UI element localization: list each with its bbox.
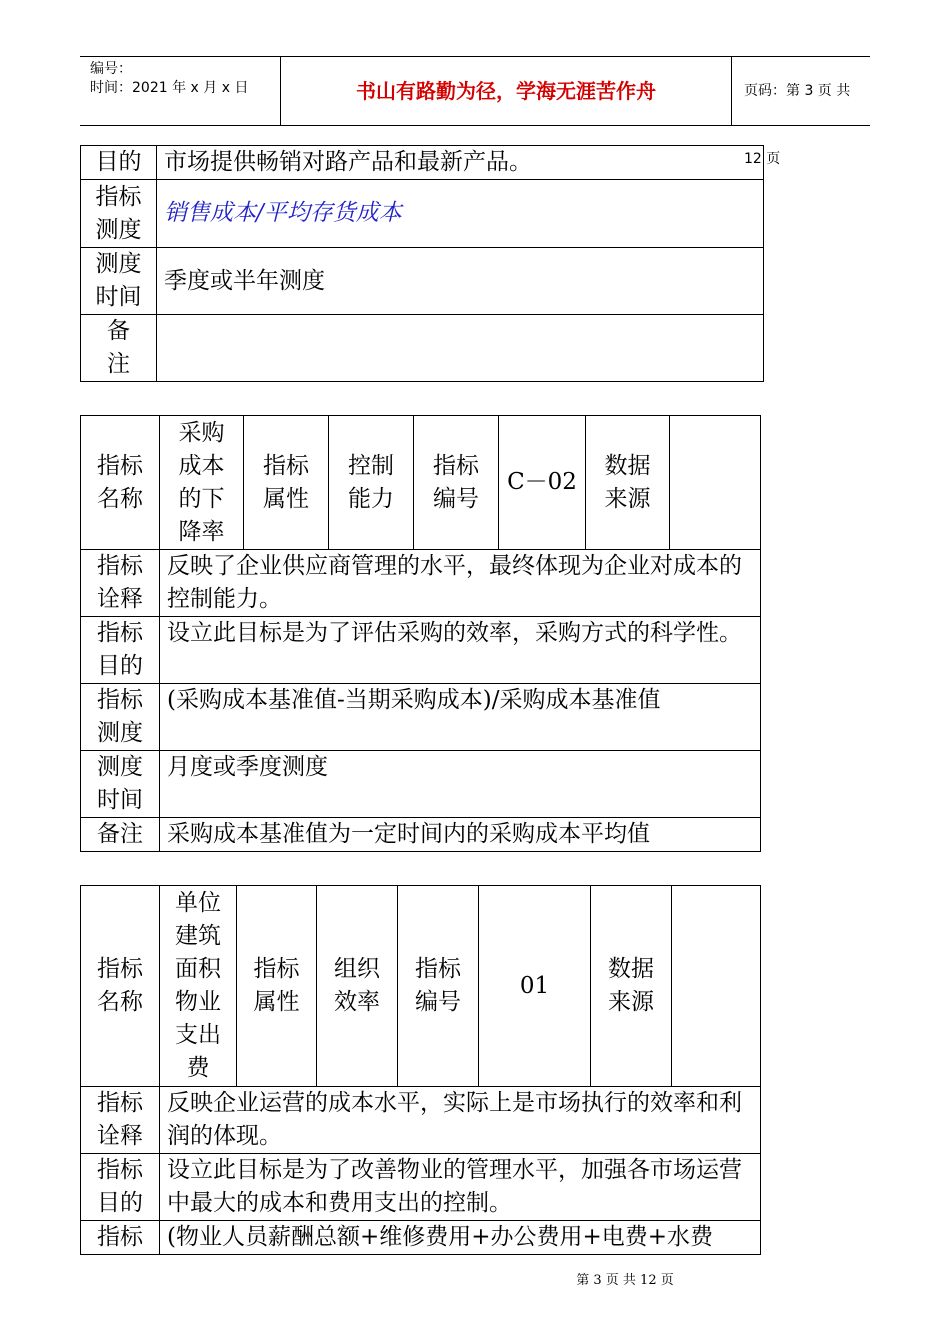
table-row [81, 751, 761, 818]
row-content: (物业人员薪酬总额+维修费用+办公费用+电费+水费 [160, 1221, 761, 1255]
table-header-row [81, 886, 761, 1087]
indicator-table-2 [80, 415, 761, 852]
row-label: 备 注 [81, 315, 157, 382]
table-row [81, 146, 764, 180]
code-value: 01 [479, 886, 591, 1087]
row-label: 指标 目的 [81, 617, 160, 684]
attr-label: 指标 属性 [244, 416, 329, 550]
table-row [81, 617, 761, 684]
code-value: C－02 [499, 416, 586, 550]
row-content: 采购成本基准值为一定时间内的采购成本平均值 [160, 818, 761, 852]
row-label: 测度 时间 [81, 751, 160, 818]
code-label: 指标 编号 [414, 416, 499, 550]
name-value: 采购 成本 的下 降率 [160, 416, 244, 550]
header-motto: 书山有路勤为径，学海无涯苦作舟 [280, 57, 732, 125]
row-label: 测度 时间 [81, 248, 157, 315]
source-value [670, 416, 761, 550]
table-header-row [81, 416, 761, 550]
row-content: 反映了企业供应商管理的水平，最终体现为企业对成本的控制能力。 [160, 550, 761, 617]
row-content: 月度或季度测度 [160, 751, 761, 818]
attr-value: 控制 能力 [329, 416, 414, 550]
row-content: 反映企业运营的成本水平，实际上是市场执行的效率和利润的体现。 [160, 1087, 761, 1154]
footer-page-number: 第 3 页 共 12 页 [576, 1273, 674, 1288]
name-label: 指标 名称 [81, 886, 160, 1087]
header-meta [80, 57, 280, 125]
source-label: 数据 来源 [591, 886, 672, 1087]
name-label: 指标 名称 [81, 416, 160, 550]
row-label: 指标 诠释 [81, 550, 160, 617]
row-content: 季度或半年测度 [157, 248, 764, 315]
attr-value: 组织 效率 [317, 886, 398, 1087]
row-label: 指标 [81, 1221, 160, 1255]
table-row [81, 1087, 761, 1154]
table-row [81, 818, 761, 852]
table-row [81, 684, 761, 751]
row-content: 销售成本/平均存货成本 [157, 180, 764, 248]
row-content: 市场提供畅销对路产品和最新产品。 [157, 146, 764, 180]
code-label: 指标 编号 [398, 886, 479, 1087]
row-label: 指标 目的 [81, 1154, 160, 1221]
table-row [81, 1154, 761, 1221]
row-label: 指标 诠释 [81, 1087, 160, 1154]
table-row [81, 1221, 761, 1255]
row-content: 设立此目标是为了改善物业的管理水平，加强各市场运营中最大的成本和费用支出的控制。 [160, 1154, 761, 1221]
document-time-label: 时间：2021 年 x 月 x 日 [90, 80, 249, 96]
row-content: (采购成本基准值-当期采购成本)/采购成本基准值 [160, 684, 761, 751]
table-row [81, 248, 764, 315]
row-label: 备注 [81, 818, 160, 852]
indicator-table-1 [80, 145, 764, 382]
page-footer [0, 1269, 950, 1288]
indicator-table-3 [80, 885, 761, 1255]
table-row [81, 315, 764, 382]
table-row [81, 550, 761, 617]
row-label: 指标 测度 [81, 180, 157, 248]
attr-label: 指标 属性 [237, 886, 317, 1087]
table-row [81, 180, 764, 248]
row-label: 指标 测度 [81, 684, 160, 751]
row-content: 设立此目标是为了评估采购的效率，采购方式的科学性。 [160, 617, 761, 684]
row-label: 目的 [81, 146, 157, 180]
source-value [672, 886, 761, 1087]
row-content [157, 315, 764, 382]
document-number-label: 编号： [90, 61, 132, 77]
name-value: 单位 建筑 面积 物业 支出 费 [160, 886, 237, 1087]
source-label: 数据 来源 [586, 416, 670, 550]
header-page-info: 页码：第 3 页 共 12 页 [744, 83, 851, 167]
